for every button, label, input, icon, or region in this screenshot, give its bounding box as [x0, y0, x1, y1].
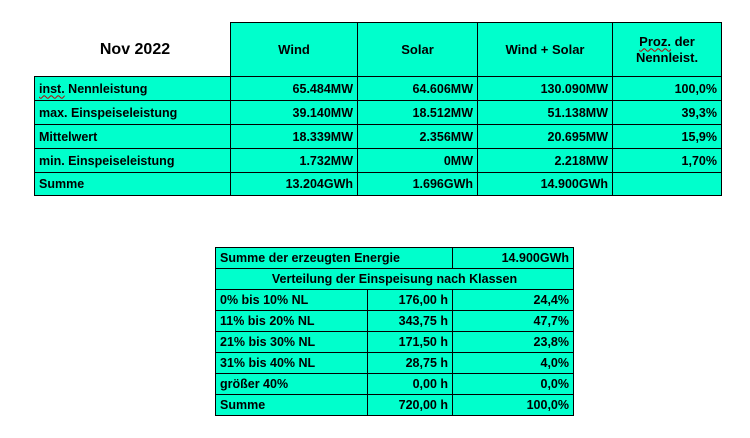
row-label-total: Summe	[34, 172, 231, 196]
distribution-title: Verteilung der Einspeisung nach Klassen	[215, 268, 574, 290]
class-total-hours: 720,00 h	[367, 394, 453, 416]
cell-wind-solar: 20.695MW	[477, 124, 613, 149]
row-label-max: max. Einspeiseleistung	[34, 100, 231, 125]
header-wind-solar: Wind + Solar	[477, 22, 613, 77]
cell-wind: 1.732MW	[230, 148, 358, 173]
energy-label: Summe der erzeugten Energie	[215, 247, 453, 269]
cell-wind-solar: 130.090MW	[477, 76, 613, 101]
class-hours: 0,00 h	[367, 373, 453, 395]
cell-wind-solar: 51.138MW	[477, 100, 613, 125]
class-percent: 47,7%	[452, 310, 574, 332]
class-percent: 0,0%	[452, 373, 574, 395]
class-total-label: Summe	[215, 394, 368, 416]
cell-percent: 100,0%	[612, 76, 722, 101]
row-label-nominal-abbrev: inst.	[39, 81, 65, 96]
class-total-percent: 100,0%	[452, 394, 574, 416]
class-label: 31% bis 40% NL	[215, 352, 368, 374]
row-label-mean: Mittelwert	[34, 124, 231, 149]
class-hours: 171,50 h	[367, 331, 453, 353]
row-label-min: min. Einspeiseleistung	[34, 148, 231, 173]
class-label: 0% bis 10% NL	[215, 289, 368, 311]
energy-value: 14.900GWh	[452, 247, 574, 269]
header-percent-nominal	[612, 22, 722, 77]
cell-percent	[612, 172, 722, 196]
header-percent-abbrev: Proz.	[639, 33, 671, 49]
class-label: 21% bis 30% NL	[215, 331, 368, 353]
cell-wind: 18.339MW	[230, 124, 358, 149]
row-label-nominal-rest: Nennleistung	[64, 81, 148, 96]
class-hours: 28,75 h	[367, 352, 453, 374]
cell-percent: 1,70%	[612, 148, 722, 173]
cell-wind: 65.484MW	[230, 76, 358, 101]
cell-wind-solar: 14.900GWh	[477, 172, 613, 196]
cell-solar: 1.696GWh	[357, 172, 478, 196]
cell-wind: 39.140MW	[230, 100, 358, 125]
cell-percent: 39,3%	[612, 100, 722, 125]
header-percent-line1	[639, 34, 695, 50]
class-label: größer 40%	[215, 373, 368, 395]
cell-wind: 13.204GWh	[230, 172, 358, 196]
class-percent: 4,0%	[452, 352, 574, 374]
row-label-nominal	[34, 76, 231, 101]
cell-solar: 2.356MW	[357, 124, 478, 149]
header-solar: Solar	[357, 22, 478, 77]
class-percent: 24,4%	[452, 289, 574, 311]
cell-solar: 0MW	[357, 148, 478, 173]
header-percent-line2: Nennleist.	[635, 49, 699, 65]
cell-wind-solar: 2.218MW	[477, 148, 613, 173]
page-title: Nov 2022	[99, 41, 171, 58]
class-hours: 176,00 h	[367, 289, 453, 311]
class-hours: 343,75 h	[367, 310, 453, 332]
header-percent-der: der	[674, 33, 695, 49]
cell-solar: 18.512MW	[357, 100, 478, 125]
cell-solar: 64.606MW	[357, 76, 478, 101]
header-wind: Wind	[230, 22, 358, 77]
class-percent: 23,8%	[452, 331, 574, 353]
class-label: 11% bis 20% NL	[215, 310, 368, 332]
cell-percent: 15,9%	[612, 124, 722, 149]
